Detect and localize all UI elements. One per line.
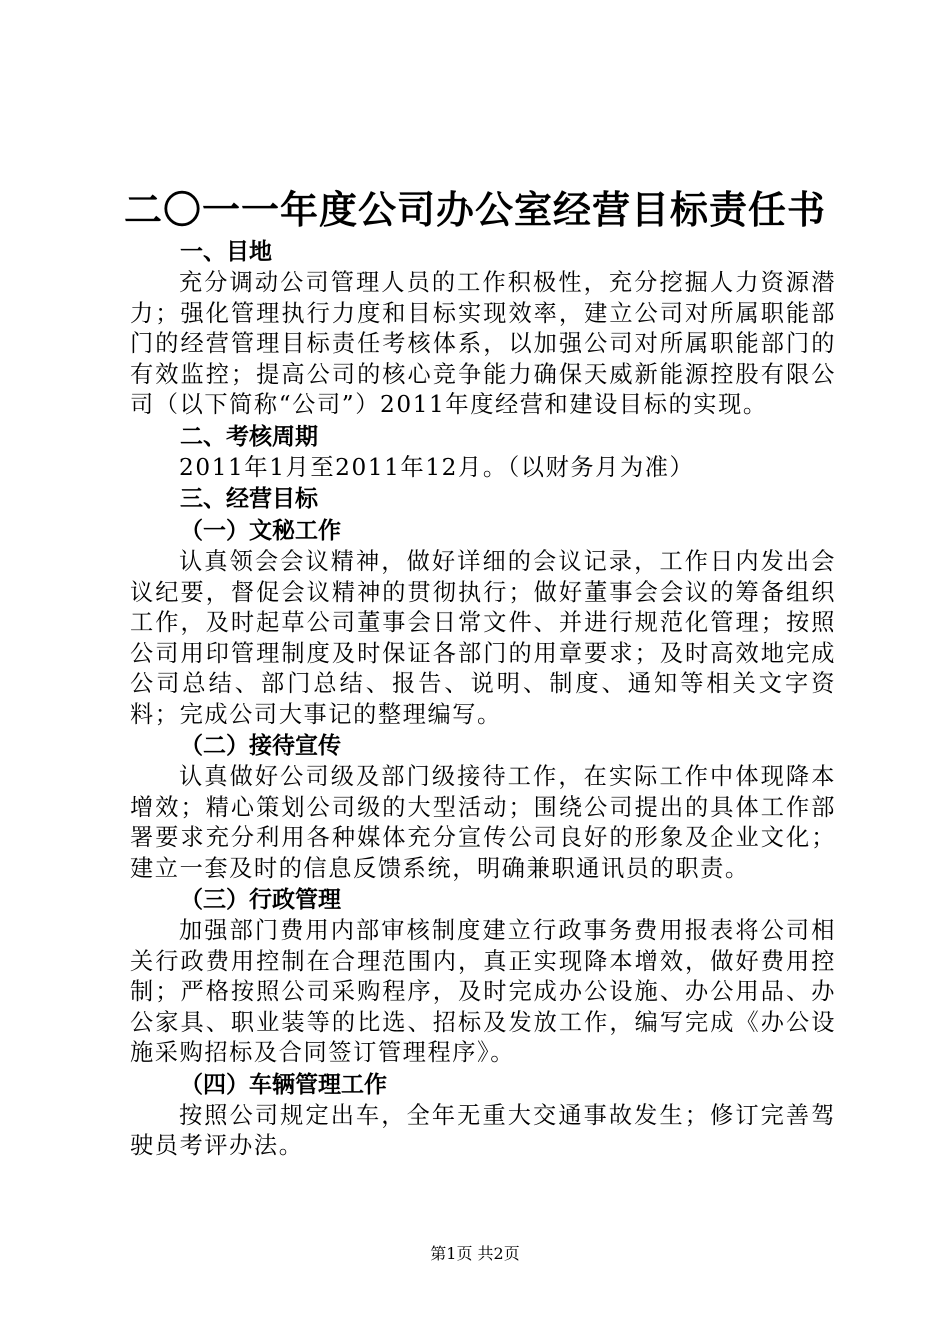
section-text-purpose: 充分调动公司管理人员的工作积极性，充分挖掘人力资源潜力；强化管理执行力度和目标实现效率，建立公司对所属职能部门的经营管理目标责任考核体系，以加强公司对所属职能部门的有效监控；提高公司的核心竞争能力确保天威新能源控股有限公司（以下简称“公司”）2011年度经营和建设目标的实现。 bbox=[130, 269, 836, 418]
subsection-heading-administration: （三）行政管理 bbox=[180, 887, 341, 913]
section-text-period: 2011年1月至2011年12月。（以财务月为准） bbox=[179, 453, 695, 481]
section-heading-period: 二、考核周期 bbox=[180, 423, 318, 450]
document-body bbox=[130, 236, 836, 1162]
subsection-text-secretarial: 认真领会会议精神，做好详细的会议记录，工作日内发出会议纪要，督促会议精神的贯彻执行；做好董事会会议的筹备组织工作，及时起草公司董事会日常文件、并进行规范化管理；按照公司用印管理制度及时保证各部门的用章要求；及时高效地完成公司总结、部门总结、报告、说明、制度、通知等相关文字资料；完成公司大事记的整理编写。 bbox=[130, 548, 836, 728]
page-number-footer: 第1页 共2页 bbox=[430, 1244, 520, 1263]
document-title: 二〇一一年度公司办公室经营目标责任书 bbox=[123, 188, 826, 232]
subsection-text-vehicles: 按照公司规定出车，全年无重大交通事故发生；修订完善驾驶员考评办法。 bbox=[130, 1101, 836, 1159]
section-heading-purpose: 一、目地 bbox=[180, 239, 272, 265]
subsection-heading-vehicles: （四）车辆管理工作 bbox=[180, 1071, 387, 1098]
subsection-text-reception: 认真做好公司级及部门级接待工作，在实际工作中体现降本增效；精心策划公司级的大型活动；围绕公司提出的具体工作部署要求充分利用各种媒体充分宣传公司良好的形象及企业文化；建立一套及时的信息反馈系统，明确兼职通讯员的职责。 bbox=[130, 763, 836, 882]
subsection-text-administration: 加强部门费用内部审核制度建立行政事务费用报表将公司相关行政费用控制在合理范围内，真正实现降本增效，做好费用控制；严格按照公司采购程序，及时完成办公设施、办公用品、办公家具、职业装等的比选、招标及发放工作，编写完成《办公设施采购招标及合同签订管理程序》。 bbox=[130, 917, 836, 1066]
subsection-heading-secretarial: （一）文秘工作 bbox=[180, 518, 341, 544]
subsection-heading-reception: （二）接待宣传 bbox=[180, 733, 341, 759]
section-heading-goals: 三、经营目标 bbox=[180, 486, 318, 512]
